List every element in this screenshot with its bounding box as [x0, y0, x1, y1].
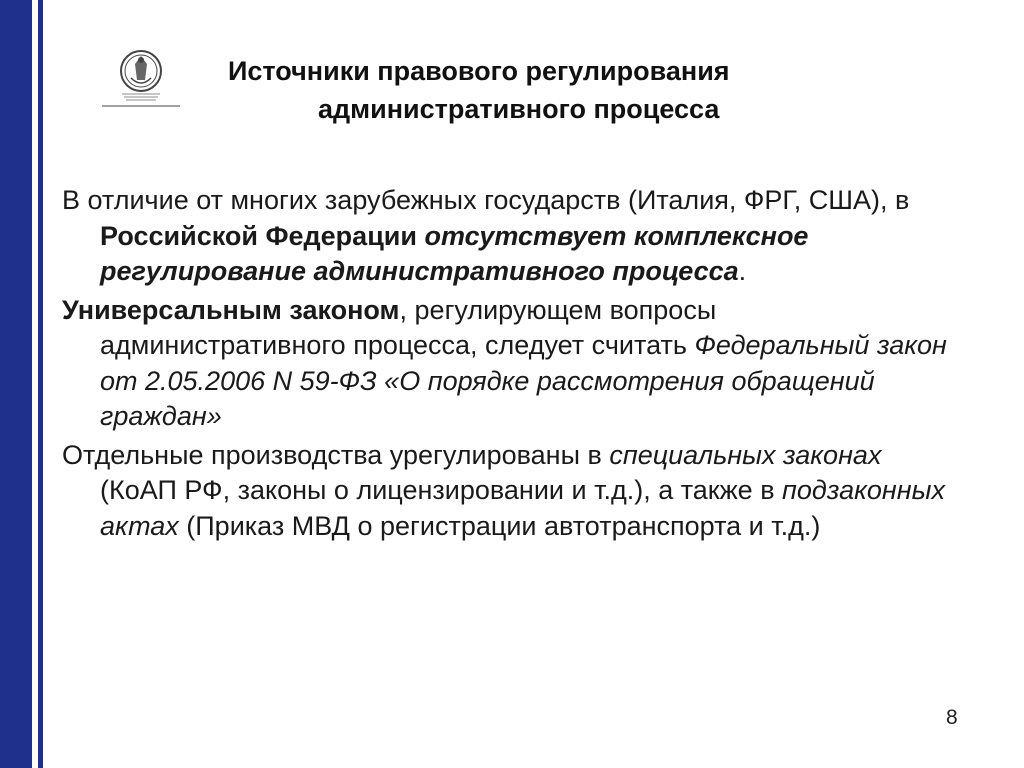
emblem-icon: [100, 42, 182, 116]
left-thin-stripe: [38, 0, 43, 768]
p1-bold: Российской Федерации: [100, 220, 417, 251]
paragraph-2: [62, 293, 962, 435]
p3-text-a: Отдельные производства урегулированы в: [62, 439, 610, 470]
title-line-2: административного процесса: [318, 94, 720, 124]
slide-body: [62, 183, 962, 547]
title-line-1: Источники правового регулирования: [228, 56, 730, 86]
slide-title: [190, 52, 890, 128]
p2-text: , регулирующем вопросы административного процесса, следует считать: [100, 294, 717, 360]
p2-bold: Универсальным законом: [62, 294, 400, 325]
university-logo: [100, 42, 182, 116]
p1-text: В отличие от многих зарубежных государств (Италия, ФРГ, США), в: [62, 185, 910, 215]
p3-italic-a: специальных законах: [609, 439, 882, 470]
left-stripe: [0, 0, 32, 768]
paragraph-3: [62, 438, 962, 545]
p3-italic-b: подзаконных актах: [100, 475, 945, 541]
paragraph-1: [62, 183, 962, 290]
p2-italic: Федеральный закон от 2.05.2006 N 59-ФЗ «О порядке рассмотрения обращений граждан»: [100, 330, 947, 431]
p3-text-c: (Приказ МВД о регистрации автотранспорта и т.д.): [178, 510, 821, 541]
page-number: 8: [946, 706, 958, 729]
p1-tail: .: [738, 256, 747, 286]
p1-bold-italic: отсутствует комплексное регулирование административного процесса: [100, 220, 809, 286]
p3-text-b: (КоАП РФ, законы о лицензировании и т.д.), а также в: [100, 475, 783, 505]
